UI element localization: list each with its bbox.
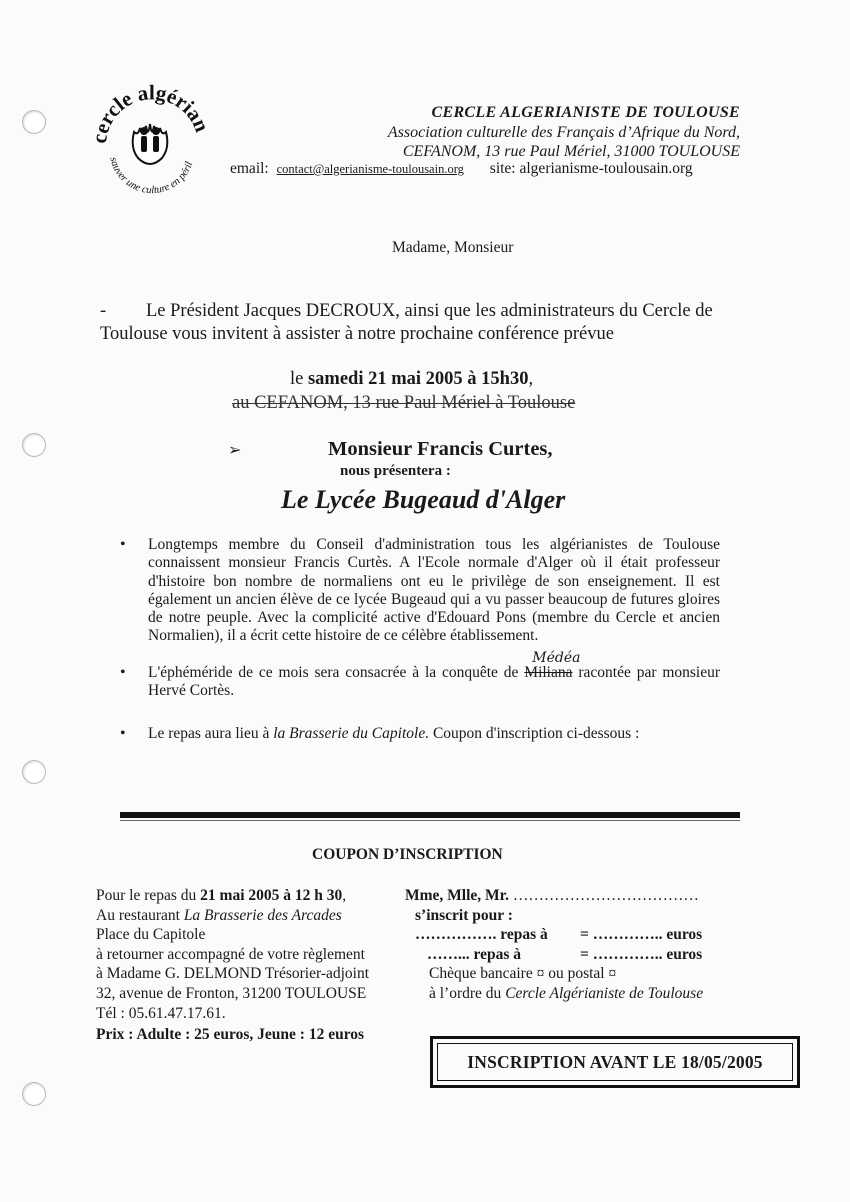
presents-label: nous présentera : (340, 463, 451, 479)
bullet-dot-icon: • (120, 536, 126, 553)
date-prefix: le (290, 369, 304, 389)
list-item (120, 649, 721, 701)
event-date (290, 369, 533, 390)
intro-paragraph (100, 300, 760, 346)
event-venue: au CEFANOM, 13 rue Paul Mériel à Toulouse (232, 393, 576, 413)
coupon-line (96, 906, 406, 926)
speaker-name: Monsieur Francis Curtes, (328, 438, 553, 460)
text: , (342, 887, 347, 904)
site-link[interactable]: algerianisme-toulousain.org (519, 160, 693, 177)
meal-count-field: ……... repas à (427, 945, 522, 963)
coupon-line: Tél : 05.61.47.17.61. (96, 1004, 226, 1022)
meal-count-field: ……………. repas à (415, 926, 548, 944)
coupon-line: 32, avenue de Fronton, 31200 TOULOUSE (96, 984, 367, 1002)
restaurant-name: La Brasserie des Arcades (183, 906, 342, 924)
svg-text:cercle algérianiste: cercle algérian (86, 80, 215, 145)
text: Pour le repas du (96, 887, 197, 904)
meal-amount-field: = ………….. euros (580, 945, 703, 963)
date-suffix: , (528, 369, 534, 389)
bullet-list (120, 536, 720, 744)
bullet-dot-icon: • (120, 725, 126, 743)
svg-text:sauver une culture en péril: sauver une culture en péril (107, 156, 196, 197)
coupon-line: à retourner accompagné de votre règlement (96, 945, 365, 963)
meal-row-2[interactable] (405, 945, 745, 965)
arrow-bullet-icon: ➢ (228, 442, 242, 459)
name-label: Mme, Mlle, Mr. (405, 887, 510, 904)
intro-dash: - (100, 301, 107, 321)
email-link[interactable]: contact@algerianisme-toulousain.org (276, 162, 464, 176)
site-label: site: (489, 160, 516, 177)
email-label: email: (230, 160, 269, 177)
bullet-text: Le repas aura lieu à (148, 725, 270, 743)
coupon-separator-thin (120, 820, 740, 821)
meal-amount-field: = ………….. euros (580, 926, 703, 944)
coupon-title: COUPON D’INSCRIPTION (312, 846, 503, 863)
bullet-dot-icon: • (120, 663, 126, 681)
org-name: CERCLE ALGERIANISTE DE TOULOUSE (431, 104, 740, 121)
lecture-title: Le Lycée Bugeaud d'Alger (281, 485, 566, 514)
coupon-line: Place du Capitole (96, 926, 206, 944)
meal-row-1[interactable] (405, 925, 745, 945)
bullet-text: L'éphéméride de ce mois sera consacrée à la conquête de (148, 663, 519, 681)
inscrit-label: s’inscrit pour : (415, 906, 513, 924)
coupon-line: à Madame G. DELMOND Trésorier-adjoint (96, 965, 370, 983)
deadline-box (430, 1036, 800, 1088)
name-field[interactable] (405, 886, 745, 906)
correction (524, 649, 581, 682)
salutation: Madame, Monsieur (392, 239, 514, 256)
bullet-text: Coupon d'inscription ci-dessous : (432, 725, 640, 743)
punch-hole-middle (22, 433, 46, 457)
coupon-details (96, 886, 406, 1045)
price-line: Prix : Adulte : 25 euros, Jeune : 12 euros (96, 1026, 365, 1044)
list-item (120, 536, 720, 646)
payable-to (405, 984, 745, 1004)
contact-line (230, 160, 693, 178)
payee-name: Cercle Algérianiste de Toulouse (505, 984, 704, 1002)
org-subtitle: Association culturelle des Français d’Afrique du Nord, (387, 124, 740, 141)
bullet-text: racontée par monsieur Hervé Cortès. (148, 663, 721, 700)
deadline-text: INSCRIPTION AVANT LE 18/05/2005 (437, 1043, 793, 1081)
payment-method: Chèque bancaire ¤ ou postal ¤ (429, 965, 617, 983)
association-logo (84, 72, 216, 204)
struck-word: Miliana (524, 663, 573, 681)
text: à l’ordre du (429, 984, 502, 1002)
coupon-form (405, 886, 745, 1004)
meal-date: 21 mai 2005 à 12 h 30 (200, 887, 343, 904)
punch-hole-top (22, 110, 46, 134)
bullet-text: Longtemps membre du Conseil d'administration tous les algérianistes de Toulouse connaissent monsieur Francis Curtès. A l'Ecole normale d'Alger où il était professeur d'histoire bon nombre de normaliens ont eu le privilège de son enseignement. Il est également un ancien élève de ce lycée Bugeaud qui a vu passer beaucoup de futures gloires de notre peuple. Avec la complicité active d'Edouard Pons (membre du Cercle et ancien Normalien), il a écrit cette histoire de ce célèbre établissement. (148, 536, 720, 645)
list-item (120, 725, 720, 743)
org-address: CEFANOM, 13 rue Paul Mériel, 31000 TOULOUSE (402, 143, 740, 160)
intro-text: Le Président Jacques DECROUX, ainsi que les administrateurs du Cercle de Toulouse vous invitent à assister à notre prochaine conférence prévue (100, 301, 713, 344)
punch-hole-lower (22, 760, 46, 784)
coupon-line (96, 886, 406, 906)
handwritten-correction: Médéa (532, 649, 581, 666)
punch-hole-bottom (22, 1082, 46, 1106)
text: Au restaurant (96, 906, 180, 924)
venue-italic: la Brasserie du Capitole. (273, 725, 430, 743)
name-dots: ……………………………… (512, 887, 699, 904)
date-bold: samedi 21 mai 2005 à 15h30 (307, 369, 529, 389)
coupon-separator (120, 812, 740, 818)
